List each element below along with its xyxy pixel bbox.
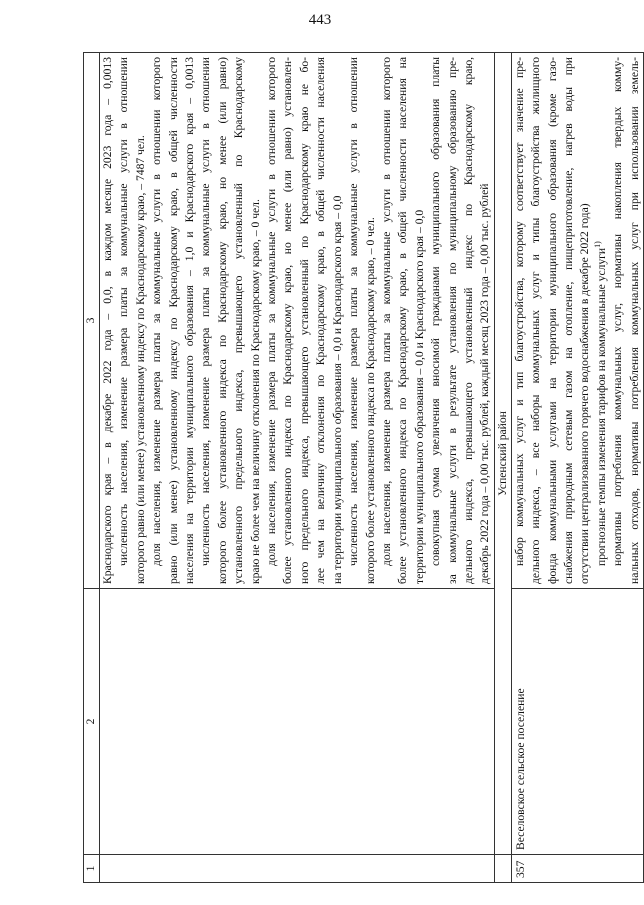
description-line-text: дельного индекса, превышающего установленный индекс по Краснодарскому краю, bbox=[461, 57, 475, 584]
description-line-text: декабрь 2022 года – 0,00 тыс. рублей, каждый месяц 2023 года – 0,00 тыс. рублей bbox=[478, 183, 492, 584]
description-line bbox=[363, 57, 379, 584]
description-line-text: доля населения, изменение размера платы за коммунальные услуги в отношении которого bbox=[265, 57, 279, 566]
description-line-text: численность населения, изменение размера платы за коммунальные услуги в отношении bbox=[117, 57, 131, 566]
description-line bbox=[297, 57, 313, 584]
description-line bbox=[545, 57, 561, 584]
description-line bbox=[264, 57, 280, 584]
description-line-text: отсутствии централизованного горячего водоснабжения в декабре 2022 года) bbox=[578, 203, 592, 584]
description-line bbox=[133, 57, 149, 584]
entry-name: Веселовское сельское поселение bbox=[511, 589, 643, 855]
description-line bbox=[231, 57, 247, 584]
description-line-text: прогнозные темпы изменения тарифов на коммунальные услуги bbox=[594, 247, 608, 566]
description-line bbox=[627, 57, 643, 584]
rotated-table-container bbox=[83, 53, 641, 883]
continuation-row bbox=[100, 53, 495, 883]
description-line-text: населения на территории муниципального образования – 1,0 и Краснодарского края – 0,0013 bbox=[183, 57, 197, 584]
description-line bbox=[461, 57, 477, 584]
description-line bbox=[561, 57, 577, 584]
description-line-text: фонда коммунальными услугами на территории муниципального образования (кроме газо- bbox=[545, 57, 559, 584]
description-line-text: которого равно (или менее) установленному индексу по Краснодарскому краю, – 7487 чел. bbox=[133, 135, 147, 584]
description-line bbox=[512, 57, 528, 584]
description-line-text: за коммунальные услуги в результате установления по муниципальному образованию пре- bbox=[445, 57, 459, 584]
description-line bbox=[528, 57, 544, 584]
description-line bbox=[182, 57, 198, 584]
page-number: 443 bbox=[308, 12, 332, 28]
entry-number: 357 bbox=[511, 855, 643, 883]
description-line bbox=[395, 57, 411, 584]
description-line-text: которого более установленного индекса по Краснодарскому краю, – 0 чел. bbox=[363, 217, 377, 584]
description-line-text: более установленного индекса по Краснодарскому краю, но менее (или равно) установлен- bbox=[281, 57, 295, 584]
description-line bbox=[198, 57, 214, 584]
description-line-text: Краснодарского края – в декабре 2022 года – 0,0, в каждом месяце 2023 года – 0,0013 bbox=[101, 57, 114, 584]
continuation-name-cell bbox=[100, 589, 495, 855]
description-line-text: численность населения, изменение размера платы за коммунальные услуги в отношении bbox=[199, 57, 213, 566]
description-line bbox=[149, 57, 165, 584]
description-line bbox=[215, 57, 231, 584]
description-line-text: нальных отходов, нормативы потребления коммунальных услуг при использовании земель- bbox=[627, 57, 641, 584]
description-line bbox=[445, 57, 461, 584]
description-line bbox=[379, 57, 395, 584]
description-line-text: численность населения, изменение размера платы за коммунальные услуги в отношении bbox=[347, 57, 361, 566]
description-line-text: краю не более чем на величину отклонения по Краснодарскому краю, – 0 чел. bbox=[248, 199, 262, 584]
description-line bbox=[428, 57, 444, 584]
description-line-text: доля населения, изменение размера платы за коммунальные услуги в отношении которого bbox=[379, 57, 393, 566]
description-line bbox=[330, 57, 346, 584]
description-line-text: доля населения, изменение размера платы за коммунальные услуги в отношении которого bbox=[150, 57, 164, 566]
description-line bbox=[577, 57, 593, 584]
description-line bbox=[610, 57, 626, 584]
description-line-text: равно (или менее) установленному индексу по Краснодарскому краю, в общей численности bbox=[166, 57, 180, 584]
description-line-text: снабжения природным сетевым газом на отопление, пищеприготовление, нагрев воды при bbox=[561, 57, 575, 584]
column-header-row bbox=[84, 53, 100, 883]
district-row bbox=[494, 53, 511, 883]
district-name: Успенский район bbox=[494, 53, 511, 855]
description-line bbox=[594, 57, 610, 584]
description-line bbox=[280, 57, 296, 584]
entry-row bbox=[511, 53, 643, 883]
description-line bbox=[412, 57, 428, 584]
column-header-2: 2 bbox=[84, 589, 100, 855]
description-line-text: набор коммунальных услуг и тип благоустройства, которому соответствует значение пре- bbox=[512, 57, 526, 566]
description-line bbox=[477, 57, 493, 584]
entry-description-cell bbox=[511, 53, 643, 589]
continuation-number-cell bbox=[100, 855, 495, 883]
column-header-3: 3 bbox=[84, 53, 100, 589]
continuation-description-cell bbox=[100, 53, 495, 589]
description-line-text: ного предельного индекса, превышающего установленный по Краснодарскому краю не бо- bbox=[297, 57, 311, 584]
description-line-text: нормативы потребления коммунальных услуг, нормативы накопления твердых комму- bbox=[611, 57, 625, 566]
description-line-text: более установленного индекса по Краснодарскому краю, в общей численности населения на bbox=[396, 57, 410, 584]
description-line bbox=[313, 57, 329, 584]
description-line-text: лее чем на величину отклонения по Краснодарскому краю, в общей численности населения bbox=[314, 57, 328, 584]
district-number-cell bbox=[494, 855, 511, 883]
description-line-text: территории муниципального образования – 0,0 и Краснодарского края – 0,0 bbox=[412, 209, 426, 584]
description-line-text: дельного индекса, – все наборы коммунальных услуг и типы благоустройства жилищного bbox=[529, 57, 543, 584]
description-line bbox=[100, 57, 116, 584]
description-line-text: совокупная сумма увеличения вносимой гражданами муниципального образования платы bbox=[429, 57, 443, 566]
tariff-table bbox=[83, 52, 644, 883]
description-line bbox=[346, 57, 362, 584]
footnote-marker: 1) bbox=[592, 241, 602, 248]
description-line-text: на территории муниципального образования – 0,0 и Краснодарского края – 0,0 bbox=[330, 195, 344, 584]
description-line bbox=[116, 57, 132, 584]
description-line bbox=[248, 57, 264, 584]
description-line bbox=[166, 57, 182, 584]
description-line-text: установленного предельного индекса, превышающего установленный по Краснодарскому bbox=[232, 57, 246, 584]
column-header-1: 1 bbox=[84, 855, 100, 883]
description-line-text: которого более установленного индекса по Краснодарскому краю, но менее (или равно) bbox=[215, 57, 229, 584]
